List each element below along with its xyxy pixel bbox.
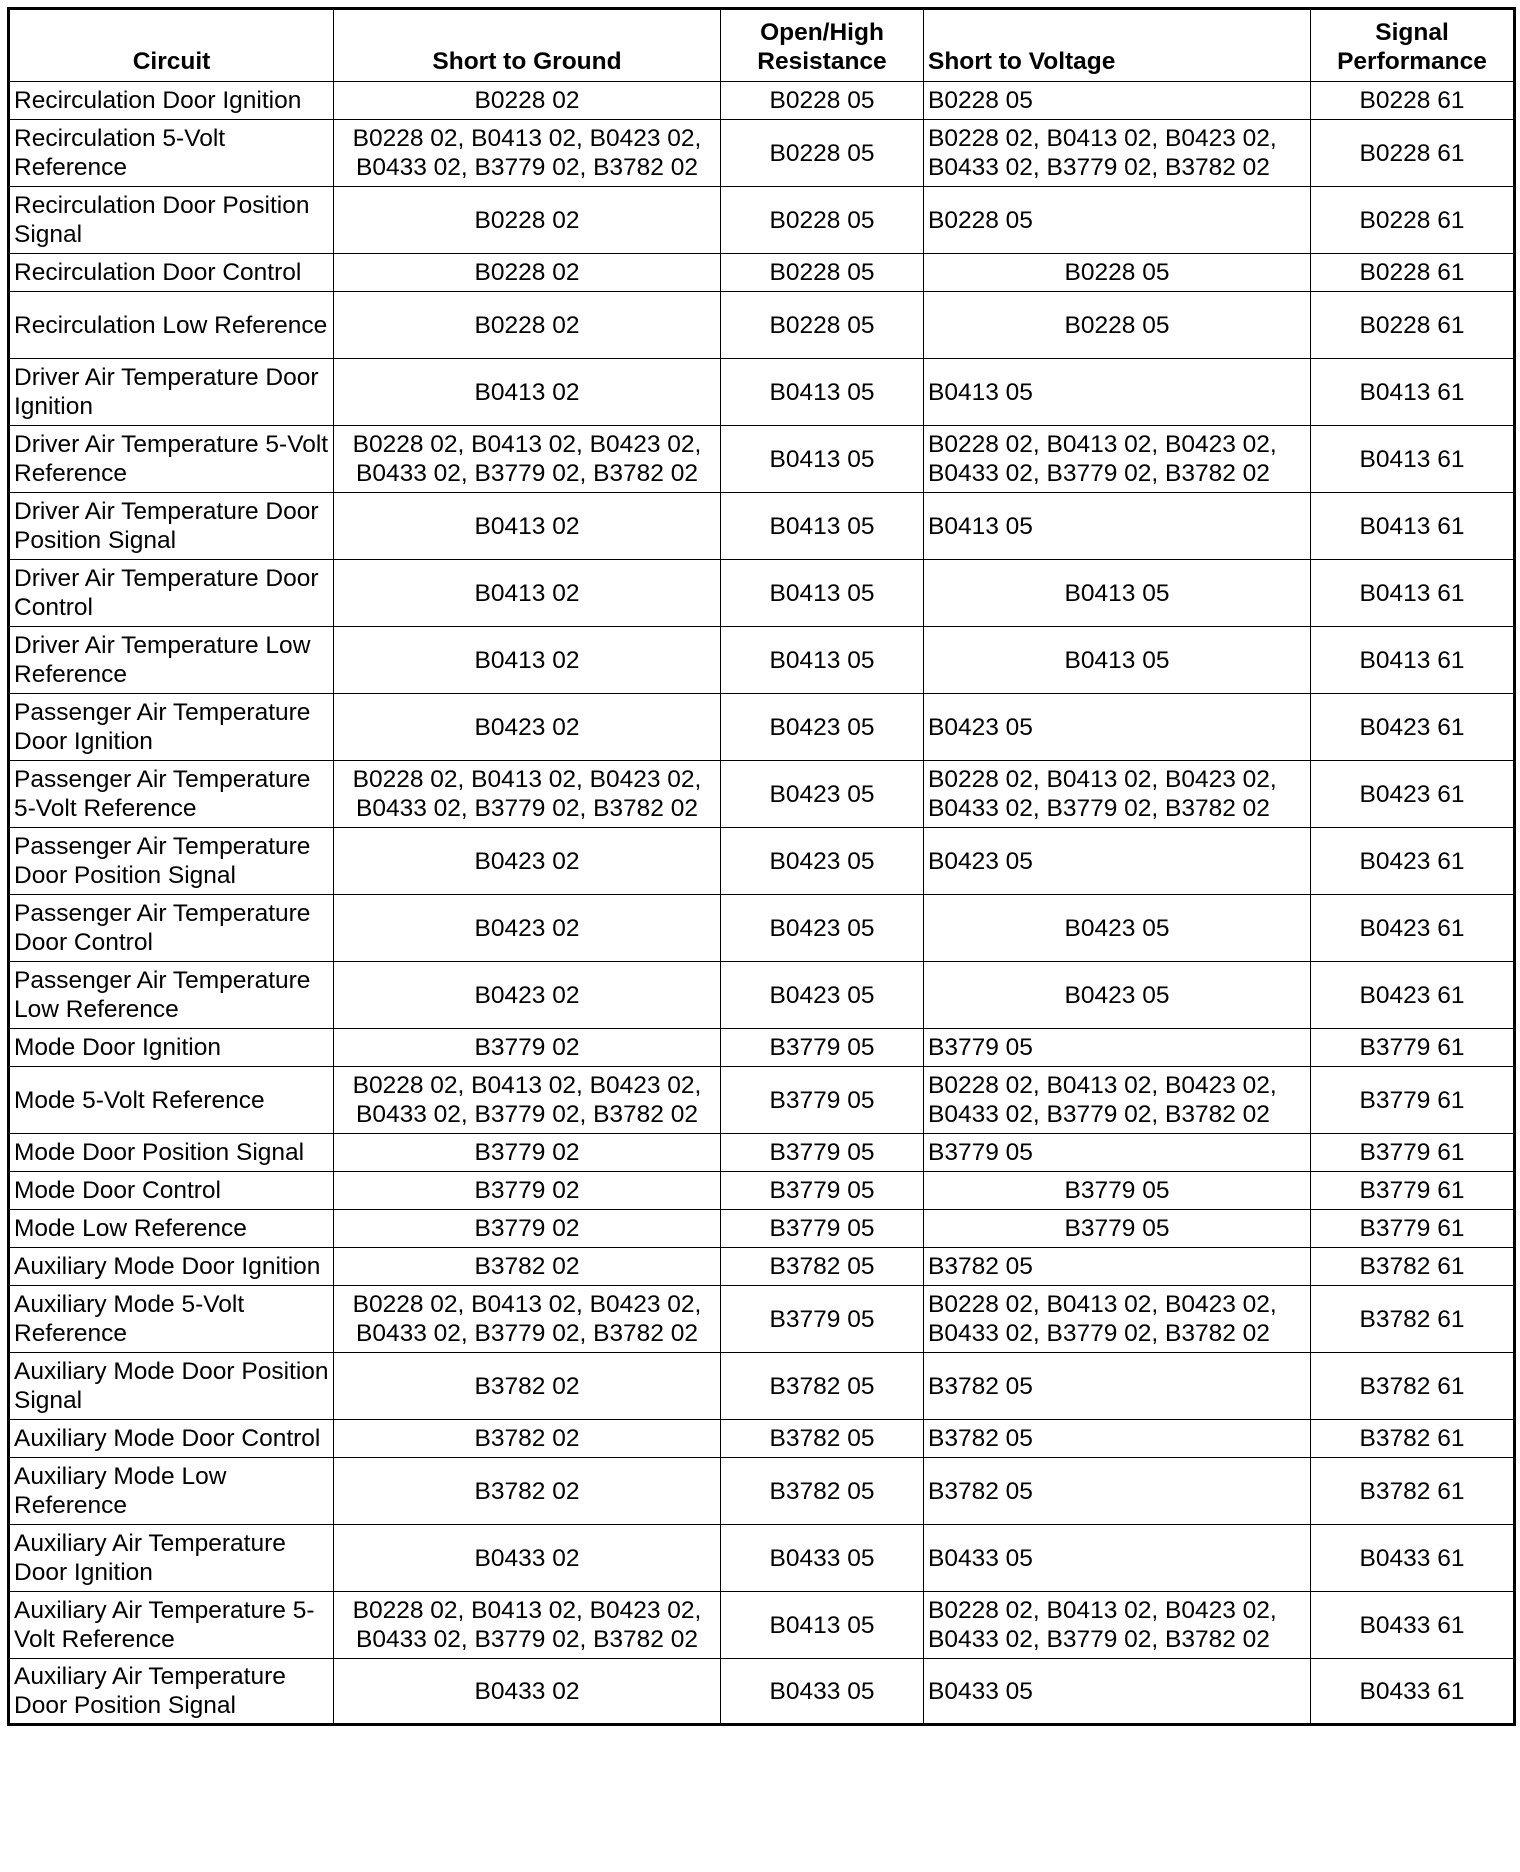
cell-short-to-ground: B0433 02: [334, 1659, 721, 1725]
cell-open-high-resistance: B0423 05: [721, 828, 924, 895]
cell-short-to-voltage: B0433 05: [924, 1525, 1311, 1592]
cell-short-to-voltage: B0423 05: [924, 828, 1311, 895]
table-row: [9, 1592, 1515, 1659]
cell-short-to-voltage: B0433 05: [924, 1659, 1311, 1725]
cell-circuit: Driver Air Temperature Door Control: [9, 560, 334, 627]
cell-short-to-ground: B0423 02: [334, 895, 721, 962]
cell-circuit: Passenger Air Temperature Door Ignition: [9, 694, 334, 761]
cell-open-high-resistance: B3779 05: [721, 1210, 924, 1248]
table-row: [9, 1286, 1515, 1353]
cell-short-to-voltage: B0228 02, B0413 02, B0423 02, B0433 02, B3779 02, B3782 02: [924, 761, 1311, 828]
cell-signal-performance: B3779 61: [1311, 1029, 1515, 1067]
cell-open-high-resistance: B0413 05: [721, 493, 924, 560]
table-row: [9, 962, 1515, 1029]
cell-circuit: Auxiliary Air Temperature Door Ignition: [9, 1525, 334, 1592]
cell-open-high-resistance: B3779 05: [721, 1134, 924, 1172]
cell-short-to-ground: B0228 02, B0413 02, B0423 02, B0433 02, B3779 02, B3782 02: [334, 1592, 721, 1659]
table-row: [9, 187, 1515, 254]
cell-short-to-ground: B0228 02, B0413 02, B0423 02, B0433 02, B3779 02, B3782 02: [334, 120, 721, 187]
cell-circuit: Recirculation 5-Volt Reference: [9, 120, 334, 187]
cell-open-high-resistance: B0413 05: [721, 560, 924, 627]
cell-circuit: Recirculation Door Control: [9, 254, 334, 292]
cell-open-high-resistance: B3782 05: [721, 1420, 924, 1458]
cell-short-to-voltage: B3779 05: [924, 1134, 1311, 1172]
cell-circuit: Auxiliary Mode Door Ignition: [9, 1248, 334, 1286]
dtc-circuit-table-container: [7, 7, 1513, 1726]
cell-signal-performance: B0423 61: [1311, 828, 1515, 895]
cell-short-to-ground: B3779 02: [334, 1210, 721, 1248]
table-row: [9, 761, 1515, 828]
cell-circuit: Mode Door Position Signal: [9, 1134, 334, 1172]
cell-short-to-ground: B0433 02: [334, 1525, 721, 1592]
table-row: [9, 1353, 1515, 1420]
cell-short-to-ground: B0228 02, B0413 02, B0423 02, B0433 02, B3779 02, B3782 02: [334, 1067, 721, 1134]
cell-short-to-voltage: B0423 05: [924, 962, 1311, 1029]
cell-short-to-voltage: B3782 05: [924, 1458, 1311, 1525]
cell-short-to-voltage: B0423 05: [924, 895, 1311, 962]
cell-signal-performance: B0413 61: [1311, 359, 1515, 426]
cell-open-high-resistance: B0413 05: [721, 627, 924, 694]
cell-signal-performance: B3782 61: [1311, 1353, 1515, 1420]
table-row: [9, 1525, 1515, 1592]
cell-short-to-ground: B0423 02: [334, 694, 721, 761]
cell-short-to-voltage: B0228 02, B0413 02, B0423 02, B0433 02, B3779 02, B3782 02: [924, 1592, 1311, 1659]
header-row: [9, 9, 1515, 82]
table-row: [9, 1248, 1515, 1286]
cell-circuit: Mode 5-Volt Reference: [9, 1067, 334, 1134]
header-signal-performance: Signal Performance: [1311, 9, 1515, 82]
cell-signal-performance: B0413 61: [1311, 627, 1515, 694]
cell-signal-performance: B3779 61: [1311, 1172, 1515, 1210]
cell-short-to-ground: B0228 02: [334, 254, 721, 292]
cell-circuit: Auxiliary Mode Low Reference: [9, 1458, 334, 1525]
cell-short-to-ground: B0423 02: [334, 962, 721, 1029]
cell-open-high-resistance: B3779 05: [721, 1029, 924, 1067]
cell-short-to-ground: B0413 02: [334, 627, 721, 694]
cell-signal-performance: B0413 61: [1311, 493, 1515, 560]
table-body: [9, 82, 1515, 1725]
cell-open-high-resistance: B0423 05: [721, 895, 924, 962]
cell-signal-performance: B0413 61: [1311, 560, 1515, 627]
cell-circuit: Driver Air Temperature Door Position Signal: [9, 493, 334, 560]
table-row: [9, 1458, 1515, 1525]
cell-circuit: Recirculation Door Ignition: [9, 82, 334, 120]
cell-short-to-voltage: B0413 05: [924, 627, 1311, 694]
cell-short-to-voltage: B3779 05: [924, 1172, 1311, 1210]
cell-short-to-voltage: B3779 05: [924, 1210, 1311, 1248]
cell-short-to-ground: B0228 02: [334, 82, 721, 120]
cell-open-high-resistance: B3782 05: [721, 1248, 924, 1286]
cell-short-to-ground: B3779 02: [334, 1134, 721, 1172]
cell-open-high-resistance: B0228 05: [721, 187, 924, 254]
cell-open-high-resistance: B3779 05: [721, 1286, 924, 1353]
cell-open-high-resistance: B0413 05: [721, 359, 924, 426]
cell-signal-performance: B0433 61: [1311, 1525, 1515, 1592]
table-row: [9, 82, 1515, 120]
table-row: [9, 426, 1515, 493]
cell-circuit: Recirculation Door Position Signal: [9, 187, 334, 254]
cell-signal-performance: B0413 61: [1311, 426, 1515, 493]
cell-short-to-ground: B0413 02: [334, 560, 721, 627]
cell-circuit: Auxiliary Air Temperature Door Position Signal: [9, 1659, 334, 1725]
table-row: [9, 1172, 1515, 1210]
cell-signal-performance: B3779 61: [1311, 1134, 1515, 1172]
cell-circuit: Auxiliary Mode 5-Volt Reference: [9, 1286, 334, 1353]
table-row: [9, 292, 1515, 359]
cell-open-high-resistance: B0413 05: [721, 1592, 924, 1659]
table-row: [9, 254, 1515, 292]
cell-circuit: Mode Low Reference: [9, 1210, 334, 1248]
cell-short-to-voltage: B0228 02, B0413 02, B0423 02, B0433 02, B3779 02, B3782 02: [924, 1067, 1311, 1134]
cell-short-to-voltage: B0423 05: [924, 694, 1311, 761]
cell-open-high-resistance: B3779 05: [721, 1067, 924, 1134]
cell-signal-performance: B3782 61: [1311, 1458, 1515, 1525]
cell-circuit: Driver Air Temperature Low Reference: [9, 627, 334, 694]
cell-signal-performance: B0228 61: [1311, 187, 1515, 254]
cell-signal-performance: B0433 61: [1311, 1659, 1515, 1725]
table-row: [9, 359, 1515, 426]
table-row: [9, 493, 1515, 560]
cell-short-to-voltage: B0228 05: [924, 254, 1311, 292]
cell-signal-performance: B3779 61: [1311, 1210, 1515, 1248]
cell-open-high-resistance: B3782 05: [721, 1458, 924, 1525]
header-open-high-resistance: Open/High Resistance: [721, 9, 924, 82]
cell-short-to-voltage: B0228 05: [924, 82, 1311, 120]
cell-signal-performance: B3782 61: [1311, 1286, 1515, 1353]
cell-short-to-ground: B0413 02: [334, 359, 721, 426]
cell-short-to-ground: B3782 02: [334, 1353, 721, 1420]
cell-short-to-ground: B3782 02: [334, 1458, 721, 1525]
cell-signal-performance: B0228 61: [1311, 254, 1515, 292]
cell-circuit: Passenger Air Temperature 5-Volt Reference: [9, 761, 334, 828]
cell-short-to-voltage: B3782 05: [924, 1248, 1311, 1286]
table-row: [9, 1134, 1515, 1172]
table-row: [9, 1420, 1515, 1458]
cell-short-to-ground: B0228 02: [334, 187, 721, 254]
cell-short-to-ground: B0413 02: [334, 493, 721, 560]
cell-open-high-resistance: B0423 05: [721, 962, 924, 1029]
cell-short-to-ground: B0228 02: [334, 292, 721, 359]
cell-open-high-resistance: B0228 05: [721, 82, 924, 120]
cell-open-high-resistance: B3779 05: [721, 1172, 924, 1210]
cell-short-to-voltage: B0228 02, B0413 02, B0423 02, B0433 02, B3779 02, B3782 02: [924, 120, 1311, 187]
header-short-to-voltage: Short to Voltage: [924, 9, 1311, 82]
cell-short-to-voltage: B0228 02, B0413 02, B0423 02, B0433 02, B3779 02, B3782 02: [924, 426, 1311, 493]
cell-open-high-resistance: B0423 05: [721, 694, 924, 761]
cell-open-high-resistance: B0228 05: [721, 120, 924, 187]
cell-signal-performance: B3779 61: [1311, 1067, 1515, 1134]
cell-open-high-resistance: B0413 05: [721, 426, 924, 493]
table-row: [9, 694, 1515, 761]
cell-open-high-resistance: B0433 05: [721, 1525, 924, 1592]
cell-short-to-voltage: B0413 05: [924, 359, 1311, 426]
cell-circuit: Mode Door Ignition: [9, 1029, 334, 1067]
table-row: [9, 1210, 1515, 1248]
cell-circuit: Passenger Air Temperature Door Position Signal: [9, 828, 334, 895]
cell-short-to-ground: B0228 02, B0413 02, B0423 02, B0433 02, B3779 02, B3782 02: [334, 761, 721, 828]
table-row: [9, 1029, 1515, 1067]
table-row: [9, 1067, 1515, 1134]
cell-open-high-resistance: B0433 05: [721, 1659, 924, 1725]
cell-signal-performance: B0423 61: [1311, 962, 1515, 1029]
dtc-circuit-table: [7, 7, 1516, 1726]
cell-short-to-ground: B3782 02: [334, 1248, 721, 1286]
table-row: [9, 627, 1515, 694]
cell-open-high-resistance: B0228 05: [721, 292, 924, 359]
cell-circuit: Mode Door Control: [9, 1172, 334, 1210]
cell-signal-performance: B0423 61: [1311, 761, 1515, 828]
cell-circuit: Auxiliary Mode Door Position Signal: [9, 1353, 334, 1420]
cell-short-to-voltage: B3779 05: [924, 1029, 1311, 1067]
cell-open-high-resistance: B0423 05: [721, 761, 924, 828]
table-header: [9, 9, 1515, 82]
cell-short-to-ground: B3782 02: [334, 1420, 721, 1458]
cell-signal-performance: B3782 61: [1311, 1420, 1515, 1458]
cell-open-high-resistance: B0228 05: [721, 254, 924, 292]
cell-short-to-voltage: B0228 02, B0413 02, B0423 02, B0433 02, B3779 02, B3782 02: [924, 1286, 1311, 1353]
cell-signal-performance: B0423 61: [1311, 694, 1515, 761]
cell-short-to-ground: B0423 02: [334, 828, 721, 895]
cell-circuit: Driver Air Temperature Door Ignition: [9, 359, 334, 426]
cell-circuit: Auxiliary Mode Door Control: [9, 1420, 334, 1458]
cell-signal-performance: B0433 61: [1311, 1592, 1515, 1659]
header-circuit: Circuit: [9, 9, 334, 82]
table-row: [9, 560, 1515, 627]
cell-signal-performance: B0228 61: [1311, 82, 1515, 120]
cell-circuit: Recirculation Low Reference: [9, 292, 334, 359]
cell-short-to-voltage: B3782 05: [924, 1353, 1311, 1420]
table-row: [9, 120, 1515, 187]
header-short-to-ground: Short to Ground: [334, 9, 721, 82]
cell-short-to-voltage: B0228 05: [924, 187, 1311, 254]
cell-short-to-ground: B3779 02: [334, 1029, 721, 1067]
cell-circuit: Driver Air Temperature 5-Volt Reference: [9, 426, 334, 493]
cell-signal-performance: B0228 61: [1311, 120, 1515, 187]
cell-signal-performance: B0423 61: [1311, 895, 1515, 962]
cell-circuit: Auxiliary Air Temperature 5-Volt Reference: [9, 1592, 334, 1659]
cell-short-to-ground: B0228 02, B0413 02, B0423 02, B0433 02, B3779 02, B3782 02: [334, 1286, 721, 1353]
cell-short-to-voltage: B3782 05: [924, 1420, 1311, 1458]
table-row: [9, 828, 1515, 895]
cell-short-to-ground: B3779 02: [334, 1172, 721, 1210]
cell-open-high-resistance: B3782 05: [721, 1353, 924, 1420]
cell-circuit: Passenger Air Temperature Low Reference: [9, 962, 334, 1029]
cell-short-to-ground: B0228 02, B0413 02, B0423 02, B0433 02, B3779 02, B3782 02: [334, 426, 721, 493]
cell-signal-performance: B0228 61: [1311, 292, 1515, 359]
cell-short-to-voltage: B0228 05: [924, 292, 1311, 359]
cell-circuit: Passenger Air Temperature Door Control: [9, 895, 334, 962]
cell-short-to-voltage: B0413 05: [924, 560, 1311, 627]
table-row: [9, 1659, 1515, 1725]
cell-signal-performance: B3782 61: [1311, 1248, 1515, 1286]
table-row: [9, 895, 1515, 962]
cell-short-to-voltage: B0413 05: [924, 493, 1311, 560]
